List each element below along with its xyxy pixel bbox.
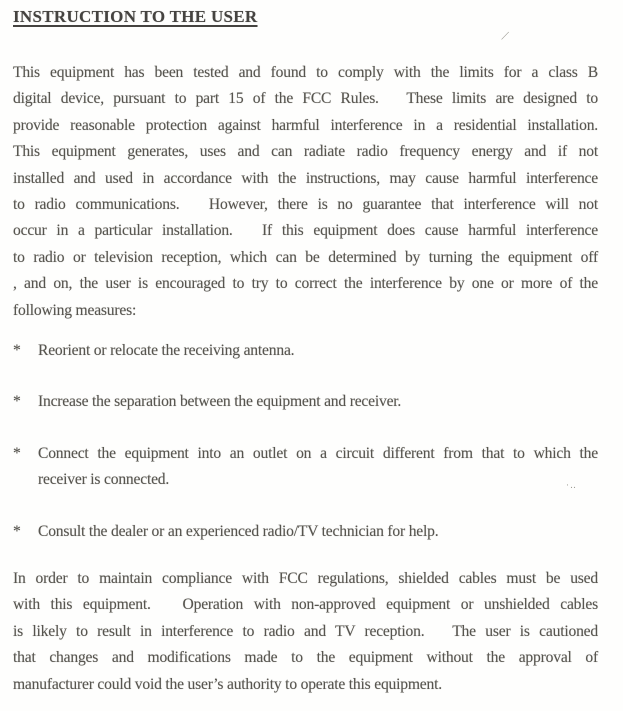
text-line: Increase the separation between the equipment and receiver. xyxy=(38,393,402,411)
list-item-text xyxy=(38,519,598,545)
text-line: that changes and modifications made to the equipment without the approval of xyxy=(13,649,598,667)
list-item xyxy=(13,441,598,494)
text-line: receiver is connected. xyxy=(38,471,170,489)
list-item-text xyxy=(38,338,598,364)
text-line: , and on, the user is encouraged to try to correct the interference by one or more of the xyxy=(13,275,598,293)
text-line: Consult the dealer or an experienced radio/TV technician for help. xyxy=(38,522,439,540)
scan-artifact-smudge: ·‥ xyxy=(566,480,577,490)
bullet-marker: * xyxy=(13,342,21,359)
bullet-marker: * xyxy=(13,522,21,540)
text-line: This equipment has been tested and found to comply with the limits for a class B xyxy=(13,64,598,81)
text-line: to radio or television reception, which can be determined by turning the equipment off xyxy=(13,248,598,266)
closing-paragraph xyxy=(13,566,598,698)
list-item xyxy=(13,519,598,545)
text-line: occur in a particular installation. If this equipment does cause harmful interference xyxy=(13,222,598,240)
text-line: is likely to result in interference to radio and TV reception. The user is cautioned xyxy=(13,622,598,640)
text-line: provide reasonable protection against harmful interference in a residential installation. xyxy=(13,116,598,134)
text-line: digital device, pursuant to part 15 of the FCC Rules. These limits are designed to xyxy=(13,90,598,108)
bullet-marker: * xyxy=(13,444,21,462)
list-item xyxy=(13,338,598,364)
document-title: INSTRUCTION TO THE USER xyxy=(13,7,258,26)
text-line: This equipment generates, uses and can radiate radio frequency energy and if not xyxy=(13,143,598,161)
text-line: installed and used in accordance with the instructions, may cause harmful interference xyxy=(13,169,598,187)
text-line: to radio communications. However, there is no guarantee that interference will not xyxy=(13,196,598,214)
text-line: with this equipment. Operation with non-approved equipment or unshielded cables xyxy=(13,596,598,614)
list-item-text xyxy=(38,441,598,494)
text-line: following measures: xyxy=(13,301,137,319)
bullet-marker: * xyxy=(13,393,21,411)
text-line: manufacturer could void the user’s authority to operate this equipment. xyxy=(13,675,442,693)
intro-paragraph xyxy=(13,60,598,324)
text-line: Reorient or relocate the receiving antenna. xyxy=(38,342,295,359)
text-line: In order to maintain compliance with FCC regulations, shielded cables must be used xyxy=(13,570,598,587)
measures-list xyxy=(13,338,598,570)
list-item xyxy=(13,389,598,415)
text-line: Connect the equipment into an outlet on a circuit different from that to which the xyxy=(38,444,598,462)
list-item-text xyxy=(38,389,598,415)
scan-artifact-mark: ⁄ xyxy=(503,27,508,44)
